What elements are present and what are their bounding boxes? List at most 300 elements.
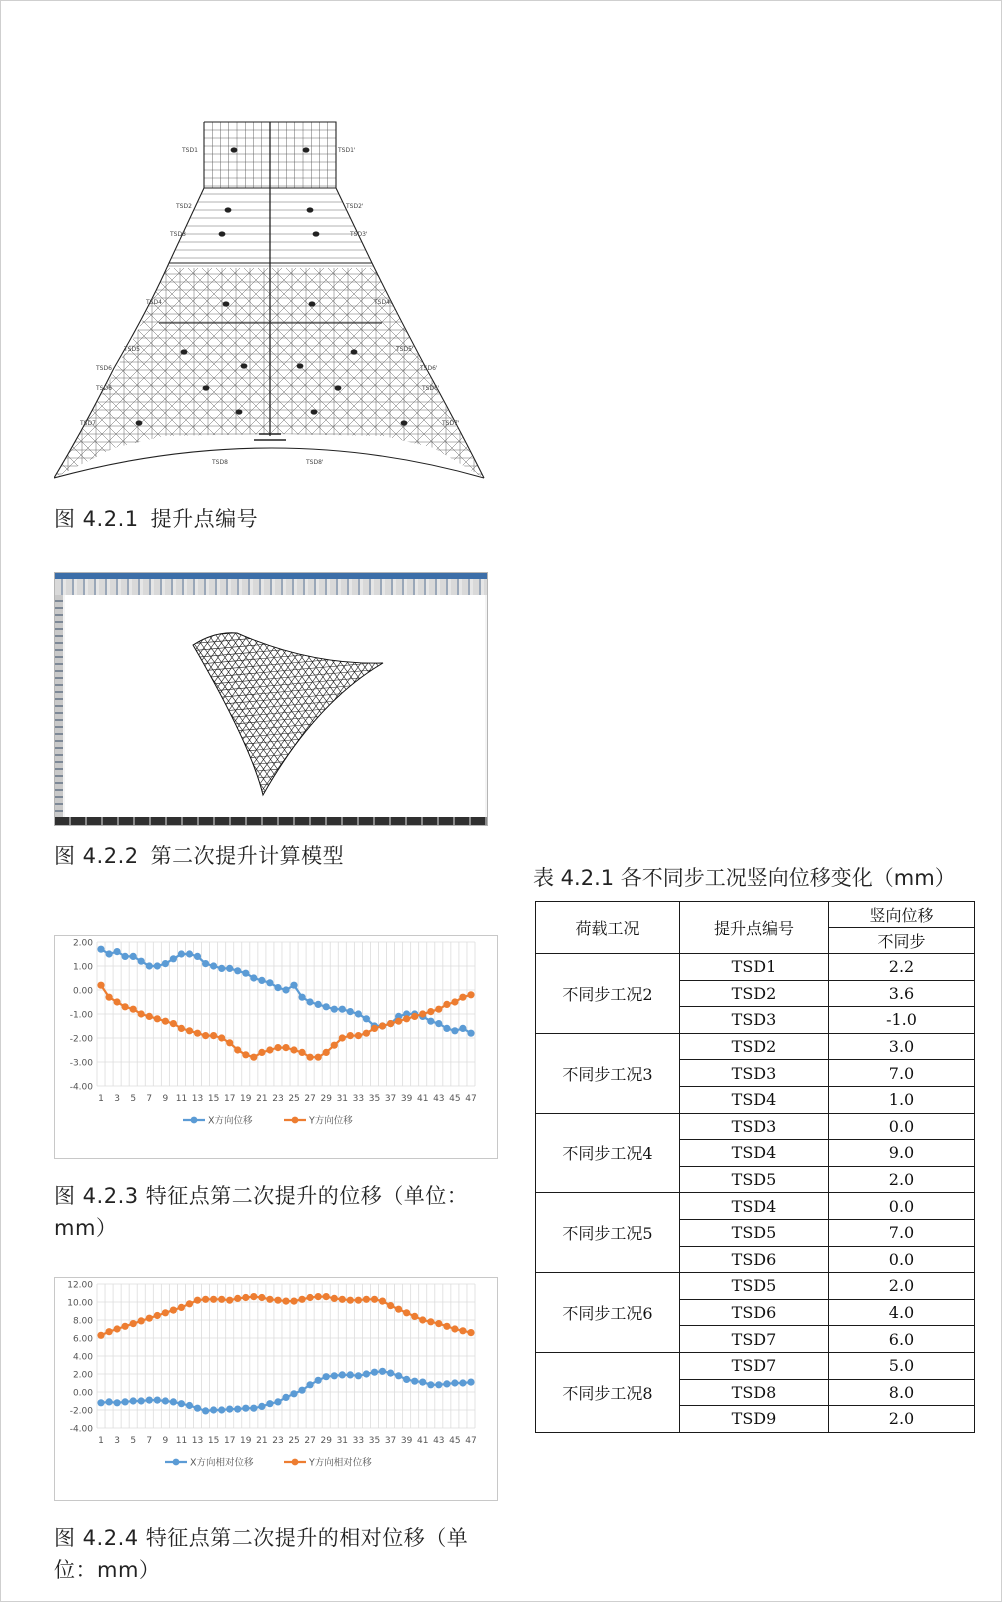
legend-label: X方向位移 [208,1115,253,1127]
x-tick-label: 45 [449,1436,461,1446]
lifting-point-label: TSD1' [338,147,356,154]
lifting-point-marker [311,409,318,414]
data-point [106,1398,113,1405]
data-point [202,960,209,967]
data-point [162,960,169,967]
y-tick-label: 0.00 [72,1388,93,1399]
x-tick-label: 35 [368,1094,381,1104]
x-tick-label: 29 [320,1436,332,1446]
data-point [162,1018,169,1025]
lifting-point-label: TSD8 [212,459,228,466]
y-tick-label: 4.00 [72,1352,93,1363]
data-point [427,1008,434,1015]
data-point [347,1371,354,1378]
x-tick-label: 15 [207,1436,220,1446]
displacement-cell: 6.0 [829,1326,975,1353]
x-tick-label: 5 [130,1094,137,1104]
table-title: 表 4.2.1 各不同步工况竖向位移变化（mm） [533,866,956,890]
point-id-cell: TSD4 [680,1086,829,1113]
data-point [307,1381,314,1388]
data-point [387,1302,394,1309]
data-point [427,1018,434,1025]
data-point [146,962,153,969]
data-point [403,1309,410,1316]
data-point [154,962,161,969]
y-tick-label: -3.00 [69,1058,93,1069]
point-id-cell: TSD7 [680,1326,829,1353]
lifting-point-label: TSD6 [96,365,112,372]
data-point [363,1015,370,1022]
lifting-point-label: TSD2 [176,203,192,210]
data-point [218,1034,225,1041]
x-tick-label: 7 [146,1094,153,1104]
data-point [178,950,185,957]
relative-displacement-chart-frame [54,1277,498,1501]
data-point [387,1370,394,1377]
lifting-point-label: TSD6 [96,385,112,392]
point-id-cell: TSD3 [680,1060,829,1087]
data-point [459,1327,466,1334]
x-tick-label: 23 [272,1436,284,1446]
load-case-cell: 不同步工况5 [536,1193,680,1273]
x-tick-label: 35 [368,1436,381,1446]
lifting-point-marker [223,301,230,306]
data-point [210,1032,217,1039]
displacement-cell: 2.2 [829,954,975,981]
data-point [315,1054,322,1061]
x-tick-label: 21 [256,1094,268,1104]
data-point [355,1297,362,1304]
y-tick-label: 0.00 [72,986,93,997]
x-tick-label: 43 [433,1094,445,1104]
data-point [443,1001,450,1008]
x-tick-label: 29 [320,1094,332,1104]
x-tick-label: 19 [240,1436,252,1446]
data-point [146,1013,153,1020]
lifting-point-marker [401,420,408,425]
lifting-point-label: TSD8' [306,459,324,466]
data-point [178,1025,185,1032]
x-tick-label: 33 [352,1094,365,1104]
y-tick-label: 1.00 [72,962,93,973]
table-row [536,1113,975,1140]
data-point [258,1294,265,1301]
caption-line-1: 图 4.2.3 特征点第二次提升的位移（单位： [54,1184,469,1208]
data-point [451,1379,458,1386]
displacement-cell: 0.0 [829,1193,975,1220]
legend-marker [191,1117,198,1124]
header-load-case: 荷载工况 [536,902,680,954]
data-point [97,946,104,953]
data-point [290,982,297,989]
x-tick-label: 7 [146,1436,153,1446]
point-id-cell: TSD8 [680,1379,829,1406]
header-async: 不同步 [829,928,975,954]
figure-number: 图 4.2.2 [54,844,139,868]
data-point [97,982,104,989]
point-id-cell: TSD3 [680,1113,829,1140]
data-point [234,967,241,974]
caption-line-2: 位：mm） [54,1558,161,1582]
lifting-point-label: TSD3 [170,231,186,238]
lifting-point-marker [335,385,342,390]
caption-line-2: mm） [54,1216,118,1240]
data-point [315,1377,322,1384]
data-point [210,962,217,969]
data-point [242,1405,249,1412]
point-id-cell: TSD2 [680,980,829,1007]
data-point [459,994,466,1001]
x-tick-label: 3 [114,1436,120,1446]
point-id-cell: TSD5 [680,1219,829,1246]
y-tick-label: 10.00 [67,1298,93,1309]
model-viewport [65,595,485,817]
data-point [467,991,474,998]
displacement-cell: 9.0 [829,1140,975,1167]
displacement-cell: 7.0 [829,1219,975,1246]
point-id-cell: TSD4 [680,1140,829,1167]
data-point [282,986,289,993]
lifting-point-marker [231,147,238,152]
lifting-point-plan-drawing [54,118,494,490]
data-point [226,965,233,972]
lifting-point-marker [307,207,314,212]
data-point [202,1407,209,1414]
data-point [154,1397,161,1404]
table-row [536,1352,975,1379]
legend-label: X方向相对位移 [190,1457,254,1469]
data-point [411,1378,418,1385]
data-point [355,1372,362,1379]
data-point [194,1030,201,1037]
x-tick-label: 19 [240,1094,252,1104]
data-point [282,1298,289,1305]
data-point [106,950,113,957]
data-point [339,1371,346,1378]
data-point [170,1398,177,1405]
data-point [339,1034,346,1041]
data-point [170,1020,177,1027]
legend-marker [292,1459,299,1466]
data-point [234,1295,241,1302]
lifting-point-marker [297,363,304,368]
data-point [162,1397,169,1404]
x-tick-label: 25 [288,1436,300,1446]
data-point [218,1296,225,1303]
legend-label: Y方向位移 [309,1115,353,1127]
app-left-toolbox [55,595,63,817]
data-point [122,1323,129,1330]
data-point [427,1381,434,1388]
data-point [307,1054,314,1061]
data-point [379,1298,386,1305]
legend-label: Y方向相对位移 [309,1457,372,1469]
data-point [226,1039,233,1046]
x-tick-label: 41 [416,1094,429,1104]
data-point [138,1010,145,1017]
data-point [258,977,265,984]
data-point [315,1293,322,1300]
data-point [130,1320,137,1327]
x-tick-label: 27 [304,1094,316,1104]
data-point [114,998,121,1005]
data-point [266,1400,273,1407]
x-tick-label: 3 [114,1094,120,1104]
data-point [339,1296,346,1303]
data-point [226,1297,233,1304]
data-point [218,1406,225,1413]
data-point [218,965,225,972]
figure-title: 提升点编号 [150,507,259,531]
relative-displacement-line-chart [55,1278,497,1500]
point-id-cell: TSD3 [680,1007,829,1034]
data-point [194,1297,201,1304]
lifting-point-label: TSD6' [422,385,440,392]
data-point [307,998,314,1005]
series-line [101,1371,471,1411]
calculation-model-screenshot [54,572,488,826]
x-tick-label: 33 [352,1436,365,1446]
lifting-point-marker [181,349,188,354]
data-point [363,1030,370,1037]
y-tick-label: -4.00 [69,1424,93,1435]
data-point [379,1368,386,1375]
data-point [282,1394,289,1401]
y-tick-label: 2.00 [72,938,93,949]
data-point [299,1049,306,1056]
lifting-point-layout-figure [54,118,494,490]
displacement-cell: 4.0 [829,1299,975,1326]
point-id-cell: TSD5 [680,1166,829,1193]
x-tick-label: 9 [162,1094,169,1104]
data-point [210,1406,217,1413]
load-case-cell: 不同步工况3 [536,1033,680,1113]
lifting-point-label: TSD2' [346,203,364,210]
data-point [162,1309,169,1316]
x-tick-label: 37 [384,1094,397,1104]
data-point [234,1406,241,1413]
lifting-point-marker [203,385,210,390]
data-point [419,1316,426,1323]
x-tick-label: 39 [400,1436,413,1446]
app-status-bar [55,817,487,825]
figure-4-2-4-caption [54,1522,504,1586]
data-point [371,1025,378,1032]
data-point [443,1323,450,1330]
data-point [323,1049,330,1056]
lifting-point-marker [351,349,358,354]
displacement-cell: -1.0 [829,1007,975,1034]
data-point [130,1006,137,1013]
data-point [266,979,273,986]
data-point [419,1379,426,1386]
load-case-cell: 不同步工况6 [536,1273,680,1353]
data-point [242,970,249,977]
data-point [451,1325,458,1332]
header-vertical-displacement: 竖向位移 [829,902,975,928]
lifting-point-label: TSD4 [146,299,162,306]
data-point [459,1025,466,1032]
data-point [114,948,121,955]
displacement-chart-frame [54,935,498,1159]
load-case-cell: 不同步工况4 [536,1113,680,1193]
data-point [210,1296,217,1303]
data-point [427,1318,434,1325]
data-point [395,1372,402,1379]
data-point [403,1015,410,1022]
x-tick-label: 47 [465,1436,477,1446]
x-tick-label: 17 [223,1094,236,1104]
data-point [459,1379,466,1386]
data-point [122,953,129,960]
data-point [202,1296,209,1303]
y-tick-label: 8.00 [72,1316,93,1327]
data-point [146,1397,153,1404]
lifting-point-label: TSD7 [80,420,96,427]
lifting-point-label: TSD1 [182,147,198,154]
x-tick-label: 17 [223,1436,236,1446]
data-point [250,1054,257,1061]
data-point [419,1010,426,1017]
data-point [411,1013,418,1020]
data-point [250,1405,257,1412]
data-point [274,1297,281,1304]
data-point [379,1022,386,1029]
x-tick-label: 25 [288,1094,300,1104]
data-point [363,1296,370,1303]
data-point [323,1373,330,1380]
y-tick-label: 2.00 [72,1370,93,1381]
x-tick-label: 1 [98,1436,104,1446]
data-point [395,1306,402,1313]
lifting-point-marker [225,207,232,212]
y-tick-label: 6.00 [72,1334,93,1345]
figure-4-2-1-caption [54,503,258,535]
lifting-point-label: TSD5' [396,346,414,353]
data-point [395,1018,402,1025]
lifting-point-label: TSD3' [350,231,368,238]
data-point [202,1032,209,1039]
x-tick-label: 9 [162,1436,169,1446]
point-id-cell: TSD7 [680,1352,829,1379]
data-point [451,998,458,1005]
data-point [114,1399,121,1406]
data-point [290,1046,297,1053]
data-point [194,1405,201,1412]
x-tick-label: 1 [98,1094,104,1104]
data-point [467,1329,474,1336]
displacement-cell: 0.0 [829,1246,975,1273]
displacement-cell: 5.0 [829,1352,975,1379]
displacement-cell: 2.0 [829,1166,975,1193]
x-tick-label: 31 [336,1094,349,1104]
app-toolbar [55,579,487,595]
table-row [536,954,975,981]
chart-grid [97,1284,475,1428]
x-tick-label: 5 [130,1436,137,1446]
data-point [274,1044,281,1051]
x-tick-label: 15 [207,1094,220,1104]
lifting-point-label: TSD5 [124,346,140,353]
lifting-point-marker [136,420,143,425]
data-point [250,1293,257,1300]
data-point [154,1015,161,1022]
lifting-point-label: TSD6' [420,365,438,372]
lifting-point-marker [313,231,320,236]
figure-number: 图 4.2.1 [54,507,139,531]
y-tick-label: -2.00 [69,1406,93,1417]
x-tick-label: 47 [465,1094,477,1104]
lifting-point-marker [241,363,248,368]
displacement-line-chart [55,936,497,1158]
figure-4-2-3-caption [54,1180,504,1244]
data-point [363,1370,370,1377]
data-point [250,974,257,981]
data-point [467,1379,474,1386]
legend-marker [292,1117,299,1124]
point-id-cell: TSD1 [680,954,829,981]
y-tick-label: 12.00 [67,1280,93,1291]
data-point [234,1046,241,1053]
data-point [138,1317,145,1324]
data-point [274,1398,281,1405]
data-point [331,1006,338,1013]
data-point [138,958,145,965]
data-point [299,1387,306,1394]
data-point [194,953,201,960]
data-point [323,1003,330,1010]
data-point [371,1369,378,1376]
point-id-cell: TSD6 [680,1299,829,1326]
data-point [435,1006,442,1013]
data-point [130,1397,137,1404]
data-point [339,1006,346,1013]
data-point [178,1304,185,1311]
data-point [258,1049,265,1056]
data-point [170,1307,177,1314]
figure-title: 第二次提升计算模型 [150,844,345,868]
data-point [387,1020,394,1027]
data-point [186,950,193,957]
data-point [97,1399,104,1406]
figure-4-2-2-caption [54,840,344,872]
displacement-cell: 1.0 [829,1086,975,1113]
displacement-cell: 2.0 [829,1273,975,1300]
data-point [122,1003,129,1010]
data-point [258,1403,265,1410]
data-point [443,1380,450,1387]
y-tick-label: -4.00 [69,1082,93,1093]
data-point [467,1030,474,1037]
data-point [146,1315,153,1322]
data-point [266,1046,273,1053]
data-point [435,1320,442,1327]
data-point [106,994,113,1001]
x-tick-label: 27 [304,1436,316,1446]
data-point [138,1397,145,1404]
data-point [435,1381,442,1388]
x-tick-label: 13 [191,1436,204,1446]
data-point [274,984,281,991]
x-tick-label: 45 [449,1094,461,1104]
data-point [130,953,137,960]
lifting-point-marker [236,409,243,414]
data-point [154,1312,161,1319]
data-point [299,1296,306,1303]
data-point [178,1400,185,1407]
x-tick-label: 11 [175,1094,188,1104]
data-point [411,1313,418,1320]
